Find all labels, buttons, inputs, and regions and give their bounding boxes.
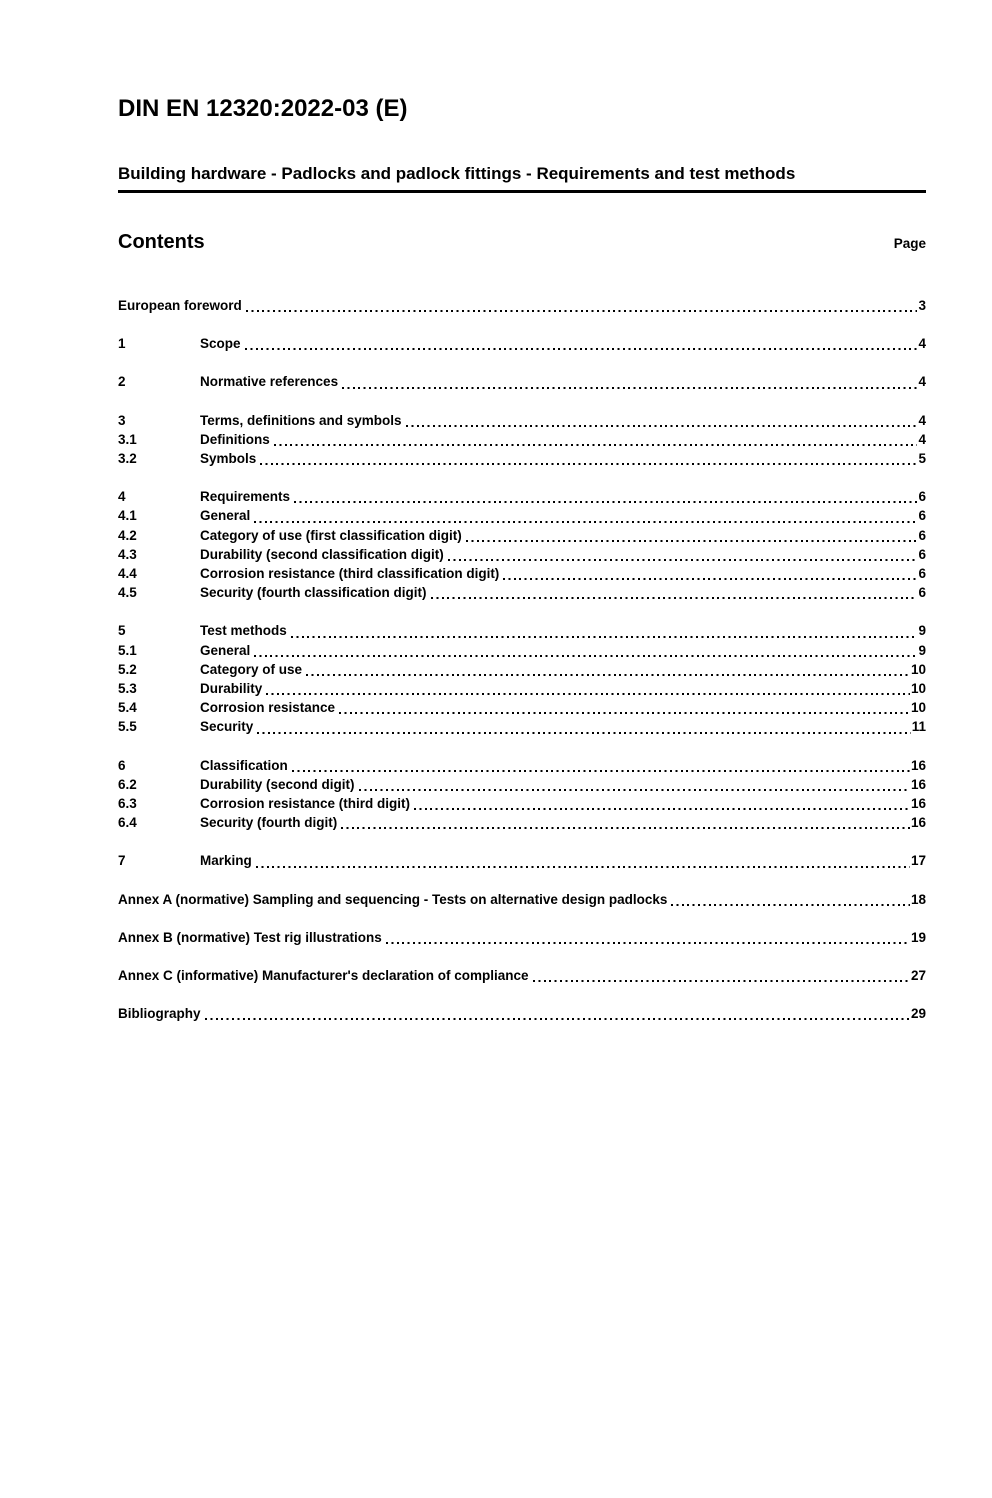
toc-entry-page: 6 [918,585,926,601]
toc-entry-number: 5.1 [118,642,137,658]
toc-entry-page: 10 [910,681,926,697]
toc-entry-page: 6 [918,489,926,505]
toc-entry-label: Security (fourth classification digit) [200,585,427,601]
toc-entry[interactable] [118,698,926,717]
toc-dot-leader [260,463,917,465]
toc-entry-label: Security [200,719,254,735]
toc-dot-leader [294,501,917,503]
toc-entry-number: 7 [118,853,126,869]
toc-entry-page: 4 [918,412,926,428]
toc-dot-leader [292,770,910,772]
toc-entry-label: Bibliography [118,1006,201,1022]
toc-entry-label: European foreword [118,298,242,313]
toc-dot-leader [671,904,910,906]
contents-header-row [118,230,926,254]
toc-entry-label: Category of use [200,661,303,677]
toc-dot-leader [266,693,910,695]
toc-entry-page: 16 [910,757,926,773]
toc-entry[interactable] [118,296,926,315]
toc-entry[interactable] [118,564,926,583]
toc-entry-label: Scope [200,336,241,352]
toc-entry-label: Normative references [200,374,339,390]
toc-entry-label: Test methods [200,623,287,639]
toc-entry-number: 6.4 [118,815,137,831]
toc-entry[interactable] [118,641,926,660]
toc-entry-label: Terms, definitions and symbols [200,412,402,428]
toc-dot-leader [254,655,917,657]
toc-dot-leader [254,521,917,523]
page-column-label: Page [893,236,926,251]
toc-entry-page: 4 [918,374,926,390]
toc-entry[interactable] [118,621,926,640]
toc-entry[interactable] [118,966,926,985]
toc-dot-leader [406,425,918,427]
toc-entry-label: Category of use (first classification digit) [200,527,462,543]
toc-entry[interactable] [118,430,926,449]
toc-entry-page: 4 [918,336,926,352]
toc-entry-number: 4.3 [118,546,137,562]
toc-entry-label: Definitions [200,431,270,447]
toc-dot-leader [503,578,917,580]
toc-entry[interactable] [118,506,926,525]
toc-entry-label: Classification [200,757,288,773]
toc-entry-page: 16 [910,776,926,792]
toc-entry[interactable] [118,545,926,564]
toc-dot-leader [256,866,910,868]
toc-dot-leader [466,540,918,542]
toc-entry-page: 9 [918,642,926,658]
toc-entry-label: Annex A (normative) Sampling and sequencing - Tests on alternative design padlocks [118,891,668,907]
toc-entry-number: 5.3 [118,681,137,697]
toc-entry-page: 9 [918,623,926,639]
toc-entry-page: 5 [918,451,926,467]
toc-entry[interactable] [118,411,926,430]
table-of-contents [118,296,926,1023]
toc-entry-page: 18 [910,891,926,907]
toc-entry[interactable] [118,334,926,353]
toc-entry-label: Durability (second classification digit) [200,546,444,562]
toc-entry-number: 6.3 [118,796,137,812]
toc-entry-page: 6 [918,546,926,562]
toc-entry-page: 16 [910,796,926,812]
toc-entry[interactable] [118,775,926,794]
toc-entry-number: 4.1 [118,508,137,524]
toc-entry-page: 27 [910,968,926,984]
toc-entry-number: 6.2 [118,776,137,792]
toc-entry[interactable] [118,813,926,832]
toc-entry-page: 3 [918,298,926,313]
toc-entry-label: Symbols [200,451,257,467]
toc-entry[interactable] [118,583,926,602]
toc-entry[interactable] [118,449,926,468]
toc-entry-number: 2 [118,374,126,390]
toc-entry[interactable] [118,679,926,698]
toc-entry-number: 5 [118,623,126,639]
toc-dot-leader [291,636,918,638]
toc-dot-leader [257,732,910,734]
toc-entry-label: Corrosion resistance (third digit) [200,796,411,812]
toc-entry-number: 4 [118,489,126,505]
toc-entry-number: 6 [118,757,126,773]
toc-entry-page: 4 [918,431,926,447]
toc-entry-number: 5.2 [118,661,137,677]
toc-entry[interactable] [118,372,926,391]
toc-entry-label: Annex B (normative) Test rig illustrations [118,929,382,945]
toc-dot-leader [339,712,910,714]
toc-entry-label: Corrosion resistance [200,700,336,716]
toc-entry[interactable] [118,717,926,736]
toc-dot-leader [306,674,910,676]
toc-entry-number: 5.5 [118,719,137,735]
toc-entry-page: 6 [918,508,926,524]
toc-entry-label: Marking [200,853,252,869]
toc-dot-leader [448,559,918,561]
toc-entry[interactable] [118,487,926,506]
toc-entry[interactable] [118,1004,926,1023]
toc-dot-leader [246,310,918,312]
toc-entry-label: Requirements [200,489,291,505]
toc-dot-leader [274,444,918,446]
toc-entry-number: 3.2 [118,451,137,467]
toc-entry-label: Durability [200,681,263,697]
toc-entry-page: 10 [910,700,926,716]
toc-dot-leader [245,348,918,350]
toc-entry[interactable] [118,851,926,870]
toc-entry-label: Security (fourth digit) [200,815,338,831]
toc-entry-label: General [200,508,251,524]
toc-dot-leader [205,1018,910,1020]
toc-entry-label: Durability (second digit) [200,776,355,792]
toc-entry-number: 5.4 [118,700,137,716]
toc-entry-number: 1 [118,336,126,352]
toc-entry[interactable] [118,756,926,775]
toc-dot-leader [359,789,910,791]
document-page [0,95,992,1498]
toc-entry-page: 10 [910,661,926,677]
document-id-title: DIN EN 12320:2022-03 (E) [118,95,408,122]
toc-dot-leader [414,808,910,810]
toc-entry-page: 29 [910,1006,926,1022]
toc-entry[interactable] [118,660,926,679]
toc-entry-number: 3.1 [118,431,137,447]
toc-entry-number: 3 [118,412,126,428]
toc-entry-number: 4.4 [118,566,137,582]
toc-entry[interactable] [118,794,926,813]
toc-entry-page: 19 [910,929,926,945]
toc-entry-page: 6 [918,527,926,543]
toc-entry-number: 4.5 [118,585,137,601]
toc-entry[interactable] [118,890,926,909]
document-title: Building hardware - Padlocks and padlock fittings - Requirements and test methods [118,163,926,193]
toc-dot-leader [342,387,917,389]
toc-dot-leader [533,980,910,982]
toc-entry-page: 17 [910,853,926,869]
toc-entry-page: 11 [911,719,926,735]
toc-dot-leader [431,597,918,599]
contents-heading: Contents [118,231,205,253]
toc-entry-label: Corrosion resistance (third classification digit) [200,566,500,582]
toc-entry-number: 4.2 [118,527,137,543]
toc-dot-leader [386,942,910,944]
toc-entry[interactable] [118,928,926,947]
toc-dot-leader [341,827,910,829]
toc-entry-page: 6 [918,566,926,582]
toc-entry-label: General [200,642,251,658]
toc-entry-label: Annex C (informative) Manufacturer's declaration of compliance [118,968,529,984]
toc-entry-page: 16 [910,815,926,831]
toc-entry[interactable] [118,526,926,545]
